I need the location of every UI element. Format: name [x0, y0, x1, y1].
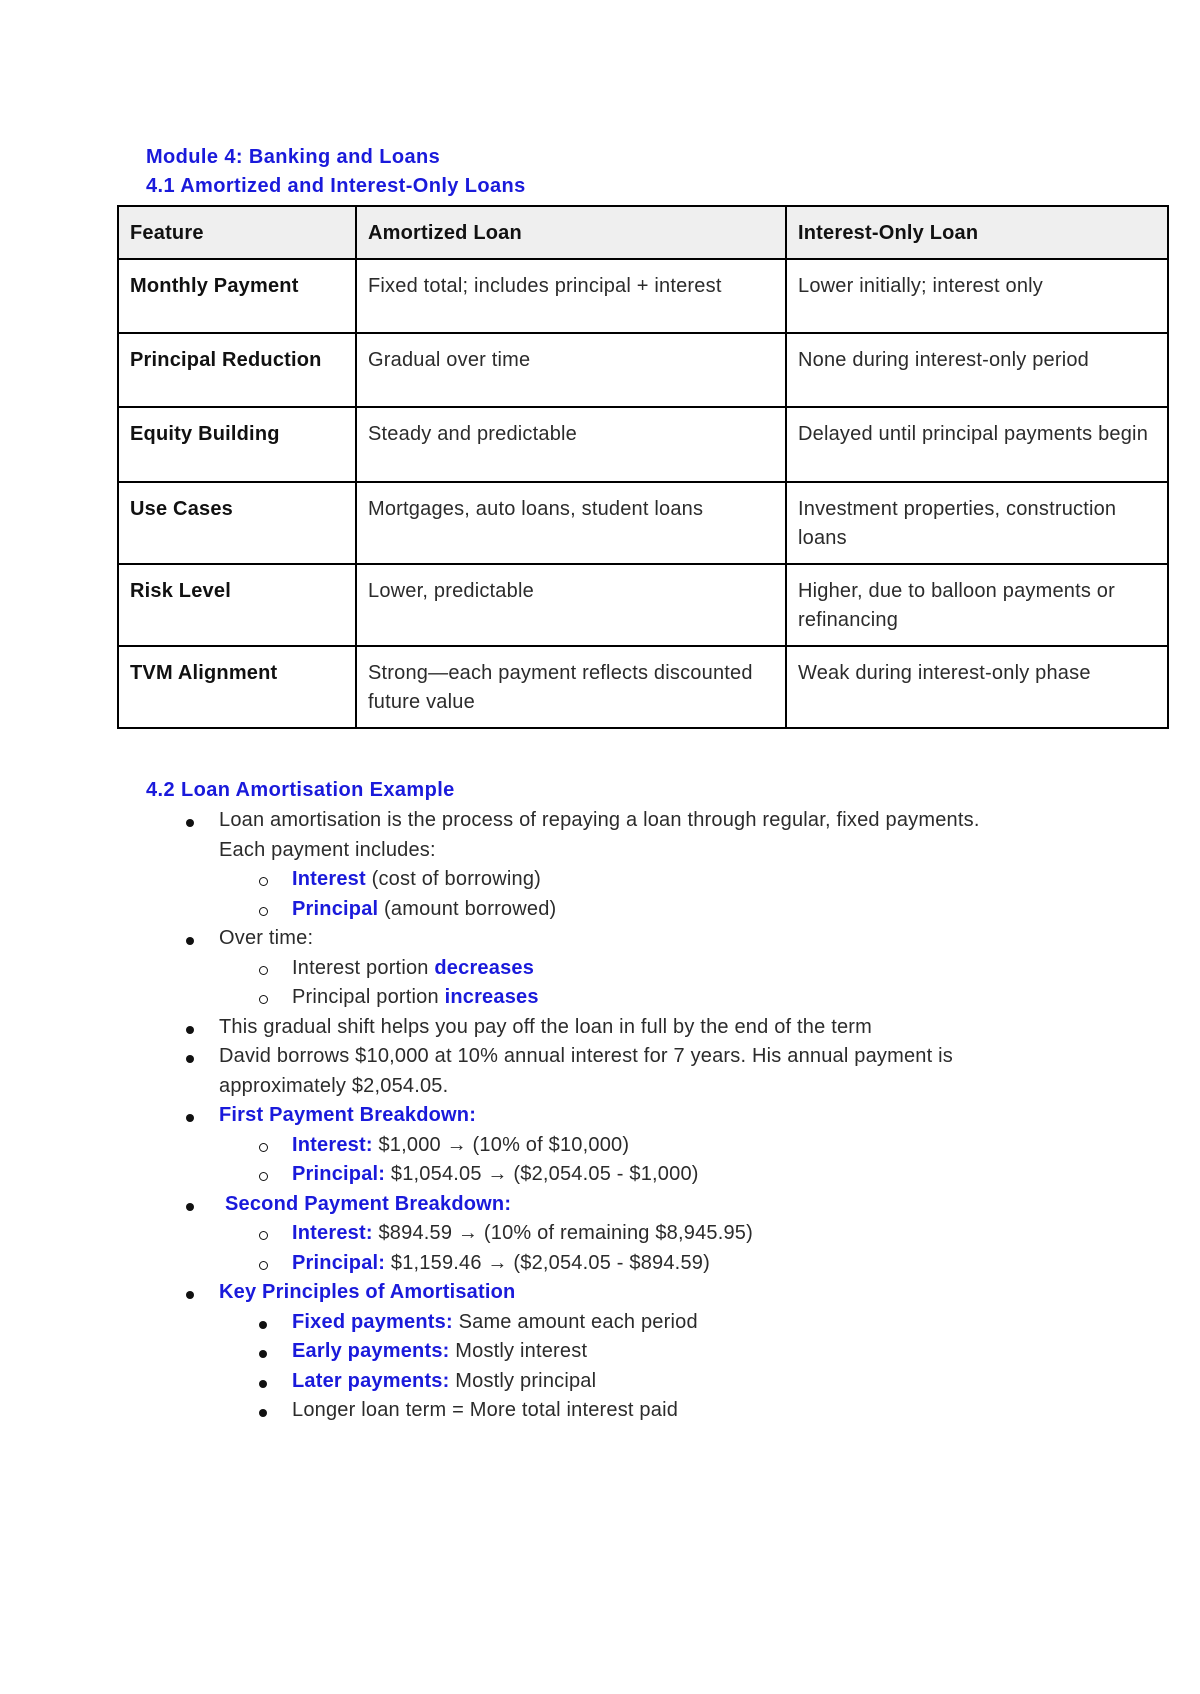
list-item	[146, 924, 1126, 954]
circle-bullet-icon	[259, 877, 268, 886]
interest-only-cell: Investment properties, construction loans	[786, 482, 1168, 564]
table-row	[118, 482, 1168, 564]
term-text: $1,159.46 → ($2,054.05 - $894.59)	[385, 1251, 710, 1274]
term-text: Same amount each period	[452, 1310, 698, 1333]
amortized-cell: Lower, predictable	[356, 564, 786, 646]
circle-bullet-icon	[259, 1172, 268, 1181]
term-label: Later payments:	[292, 1369, 450, 1392]
loan-comparison-table	[117, 205, 1169, 729]
table-row	[118, 259, 1168, 333]
list-item	[146, 1013, 1126, 1043]
term-label: decreases	[434, 956, 535, 979]
amortized-cell: Fixed total; includes principal + interest	[356, 259, 786, 333]
table-row	[118, 646, 1168, 728]
table-header-row	[118, 206, 1168, 259]
interest-only-cell: Lower initially; interest only	[786, 259, 1168, 333]
list-item	[146, 954, 1126, 984]
term-text: Principal portion	[292, 986, 445, 1008]
bullet-icon	[186, 819, 194, 827]
term-text: (cost of borrowing)	[365, 868, 542, 890]
circle-bullet-icon	[259, 1143, 268, 1152]
list-item	[146, 1042, 1126, 1101]
key-principles-title: Key Principles of Amortisation	[219, 1281, 516, 1303]
list-item	[146, 865, 1126, 895]
list-item	[146, 983, 1126, 1013]
term-text: $1,054.05 → ($2,054.05 - $1,000)	[385, 1163, 699, 1185]
table-row	[118, 333, 1168, 407]
feature-cell: Monthly Payment	[118, 259, 356, 333]
intro-line-1: Loan amortisation is the process of repaying a loan through regular, fixed payments.	[219, 809, 980, 831]
amortized-cell: Mortgages, auto loans, student loans	[356, 482, 786, 564]
feature-cell: Principal Reduction	[118, 333, 356, 407]
list-item	[146, 1249, 1126, 1279]
amortized-cell: Gradual over time	[356, 333, 786, 407]
list-item	[146, 806, 1126, 865]
bullet-icon	[186, 1114, 194, 1122]
section-4-1-title: 4.1 Amortized and Interest-Only Loans	[146, 175, 526, 197]
interest-only-cell: None during interest-only period	[786, 333, 1168, 407]
list-item	[146, 1308, 1126, 1338]
interest-only-cell: Higher, due to balloon payments or refinancing	[786, 564, 1168, 646]
header-amortized-loan: Amortized Loan	[356, 206, 786, 259]
term-text: $894.59 → (10% of remaining $8,945.95)	[372, 1222, 753, 1244]
amortisation-notes-list	[146, 806, 1126, 1426]
bullet-icon	[186, 937, 194, 945]
term-label: Fixed payments:	[292, 1310, 453, 1333]
first-payment-title: First Payment Breakdown:	[219, 1104, 477, 1126]
bullet-icon	[259, 1321, 267, 1329]
list-item	[146, 1396, 1126, 1426]
bullet-icon	[259, 1409, 267, 1417]
bullet-icon	[186, 1026, 194, 1034]
feature-cell: Risk Level	[118, 564, 356, 646]
circle-bullet-icon	[259, 907, 268, 916]
amortized-cell: Strong—each payment reflects discounted future value	[356, 646, 786, 728]
feature-cell: Equity Building	[118, 407, 356, 482]
feature-cell: TVM Alignment	[118, 646, 356, 728]
term-text: $1,000 → (10% of $10,000)	[372, 1133, 630, 1156]
feature-cell: Use Cases	[118, 482, 356, 564]
bullet-icon	[259, 1380, 267, 1388]
term-label: Interest:	[292, 1222, 373, 1244]
term-label: Principal:	[292, 1163, 386, 1185]
term-label: Principal:	[292, 1251, 386, 1274]
amortized-cell: Steady and predictable	[356, 407, 786, 482]
table-row	[118, 564, 1168, 646]
circle-bullet-icon	[259, 1231, 268, 1240]
term-text: (amount borrowed)	[378, 897, 557, 920]
term-label: Early payments:	[292, 1340, 450, 1362]
interest-only-cell: Weak during interest-only phase	[786, 646, 1168, 728]
bullet-icon	[259, 1350, 267, 1358]
section-4-2-title: 4.2 Loan Amortisation Example	[146, 779, 455, 801]
intro-line-2: Each payment includes:	[219, 838, 436, 861]
circle-bullet-icon	[259, 995, 268, 1004]
list-item	[146, 1101, 1126, 1131]
list-item	[146, 1219, 1126, 1249]
term-text: Interest portion	[292, 956, 435, 979]
gradual-shift-text: This gradual shift helps you pay off the loan in full by the end of the term	[219, 1015, 872, 1038]
bullet-icon	[186, 1291, 194, 1299]
list-item	[146, 1278, 1126, 1308]
list-item	[146, 1160, 1126, 1190]
table-row	[118, 407, 1168, 482]
longer-term-text: Longer loan term = More total interest paid	[292, 1399, 679, 1421]
circle-bullet-icon	[259, 1261, 268, 1270]
circle-bullet-icon	[259, 966, 268, 975]
header-feature: Feature	[118, 206, 356, 259]
list-item	[146, 1367, 1126, 1397]
over-time-text: Over time:	[219, 927, 314, 949]
module-title: Module 4: Banking and Loans	[146, 146, 441, 168]
bullet-icon	[186, 1055, 194, 1063]
term-text: Mostly principal	[449, 1369, 597, 1392]
term-text: Mostly interest	[449, 1340, 588, 1362]
term-label: increases	[444, 986, 539, 1008]
list-item	[146, 1337, 1126, 1367]
list-item	[146, 1190, 1126, 1220]
david-line-1: David borrows $10,000 at 10% annual interest for 7 years. His annual payment is	[219, 1045, 953, 1067]
bullet-icon	[186, 1203, 194, 1211]
term-label: Interest:	[292, 1133, 373, 1156]
header-interest-only-loan: Interest-Only Loan	[786, 206, 1168, 259]
term-label: Interest	[292, 868, 366, 890]
david-line-2: approximately $2,054.05.	[219, 1074, 449, 1097]
list-item	[146, 895, 1126, 925]
term-label: Principal	[292, 897, 379, 920]
second-payment-title: Second Payment Breakdown:	[225, 1192, 512, 1215]
list-item	[146, 1131, 1126, 1161]
interest-only-cell: Delayed until principal payments begin	[786, 407, 1168, 482]
